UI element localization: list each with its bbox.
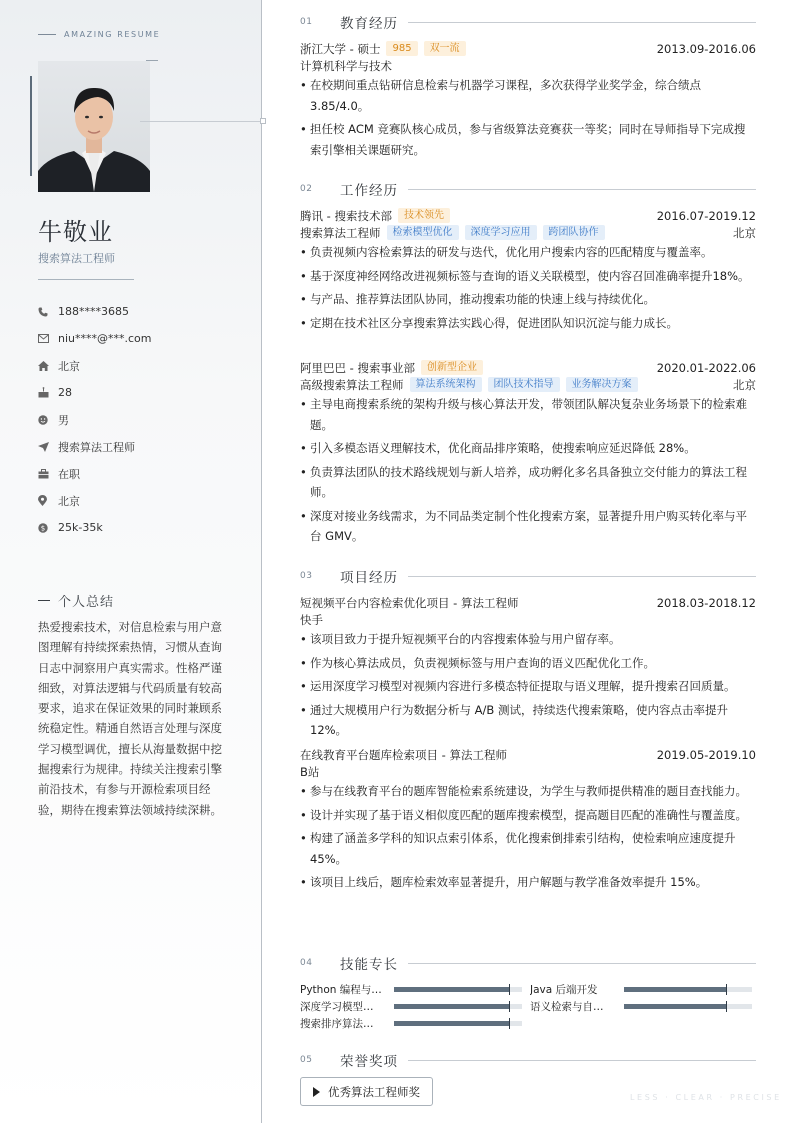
project-name: 短视频平台内容检索优化项目 - 算法工程师 [300, 595, 519, 610]
project-company-row [300, 763, 756, 780]
list-item: • 在校期间重点钻研信息检索与机器学习课程，多次获得学业奖学金，综合绩点3.85/4.0。 [300, 75, 756, 116]
contact-info-list [38, 298, 152, 541]
info-target-role [38, 433, 152, 460]
info-home [38, 352, 152, 379]
summary-text: 热爱搜索技术，对信息检索与用户意图理解有持续探索热情，习惯从查询日志中洞察用户真实需求。性格严谨细致，对算法逻辑与代码质量有较高要求，追求在保证效果的同时兼顾系统稳定性。精通自然语言处理与深度学习模型调优，擅长从海量数据中挖掘搜索行为规律。持续关注搜索引擎前沿技术，有参与开源检索项目经验，期待在搜索算法领域持续深耕。 [38, 620, 222, 817]
section-title: 项目经历 [340, 570, 398, 586]
skill-item [530, 999, 752, 1014]
info-text: 28 [58, 386, 72, 399]
section-title: 教育经历 [340, 16, 398, 32]
position-tag: 深度学习应用 [465, 225, 537, 240]
send-icon [38, 442, 58, 452]
project-entry [300, 594, 756, 744]
section-rule [408, 189, 756, 190]
section-title: 技能专长 [340, 957, 398, 973]
skill-fill [624, 987, 726, 992]
list-item: • 担任校 ACM 竞赛队核心成员，参与省级算法竞赛获一等奖；同时在导师指导下完成搜索引擎相关课题研究。 [300, 119, 756, 160]
school-tag: 双一流 [424, 41, 466, 56]
skill-bar [394, 987, 522, 992]
position-title: 搜索算法工程师 [300, 225, 381, 240]
list-item: • 基于深度神经网络改进视频标签与查询的语义关联模型，使内容召回准确率提升18%。 [300, 266, 756, 287]
work-bullets [300, 394, 756, 547]
location-icon [38, 495, 58, 506]
list-item: • 参与在线教育平台的题库智能检索系统建设，为学生与教师提供精准的题目查找能力。 [300, 781, 756, 802]
skill-marker [509, 984, 510, 995]
svg-text:$: $ [40, 524, 46, 533]
project-header-row [300, 594, 756, 611]
skill-fill [624, 1004, 726, 1009]
work-bullets [300, 242, 756, 333]
project-date: 2018.03-2018.12 [656, 595, 756, 610]
info-text: niu****@***.com [58, 332, 152, 345]
project-bullets [300, 629, 756, 741]
section-number: 04 [300, 958, 313, 968]
position-title: 高级搜索算法工程师 [300, 377, 404, 392]
section-education-header [300, 12, 756, 32]
mail-icon [38, 334, 58, 343]
project-bullets [300, 781, 756, 893]
list-item: • 负责视频内容检索算法的研发与迭代，优化用户搜索内容的匹配精度与覆盖率。 [300, 242, 756, 263]
position-tag: 检索模型优化 [387, 225, 459, 240]
candidate-role: 搜索算法工程师 [38, 252, 115, 265]
sidebar [0, 0, 262, 1123]
work-header-row [300, 359, 756, 376]
info-status [38, 460, 152, 487]
list-item: • 该项目上线后，题库检索效率显著提升，用户解题与教学准备效率提升 15%。 [300, 872, 756, 893]
summary-dash [38, 600, 50, 601]
watermark: LESS · CLEAR · PRECISE [630, 1093, 782, 1102]
position-tag: 团队技术指导 [488, 377, 560, 392]
divider-connector [140, 121, 262, 122]
info-text: 北京 [58, 494, 80, 508]
section-number: 02 [300, 184, 313, 194]
skill-fill [394, 1004, 509, 1009]
phone-icon [38, 307, 58, 317]
skill-label: Python 编程与… [300, 984, 382, 996]
list-item: • 定期在技术社区分享搜索算法实践心得，促进团队知识沉淀与能力成长。 [300, 313, 756, 334]
skill-fill [394, 1021, 509, 1026]
home-icon [38, 361, 58, 371]
list-item: • 运用深度学习模型对视频内容进行多模态特征提取与语义理解，提升搜索召回质量。 [300, 676, 756, 697]
company-name: 腾讯 - 搜索技术部 [300, 208, 392, 223]
skill-item [300, 982, 522, 997]
portrait-image [38, 61, 150, 192]
skill-label: 搜索排序算法… [300, 1018, 374, 1030]
section-skills-header [300, 953, 756, 973]
photo-accent-bar [30, 76, 32, 176]
list-item: • 通过大规模用户行为数据分析与 A/B 测试，持续迭代搜索策略，使内容点击率提升12%。 [300, 700, 756, 741]
skill-marker [509, 1001, 510, 1012]
skill-marker [509, 1018, 510, 1029]
list-item: • 引入多模态语义理解技术，优化商品排序策略，使搜索响应延迟降低 28%。 [300, 438, 756, 459]
candidate-name: 牛敬业 [38, 218, 113, 246]
info-email [38, 325, 152, 352]
brand-line [38, 34, 56, 35]
project-company: 快手 [300, 612, 323, 627]
info-salary [38, 514, 152, 541]
skill-label: Java 后端开发 [530, 984, 598, 996]
work-city: 北京 [733, 225, 756, 240]
project-header-row [300, 746, 756, 763]
company-tag: 技术领先 [398, 208, 450, 223]
list-item: • 主导电商搜索系统的架构升级与核心算法开发，带领团队解决复杂业务场景下的检索难题。 [300, 394, 756, 435]
info-text: 男 [58, 413, 69, 427]
info-text: 25k-35k [58, 521, 103, 534]
work-position-row [300, 376, 756, 393]
work-entry [300, 359, 756, 550]
education-major-row [300, 57, 756, 74]
project-entry [300, 746, 756, 896]
section-number: 05 [300, 1055, 313, 1065]
school-tag: 985 [386, 41, 417, 56]
list-item: • 深度对接业务线需求，为不同品类定制个性化搜索方案，显著提升用户购买转化率与平台 GMV。 [300, 506, 756, 547]
name-divider [38, 279, 134, 280]
position-tag: 算法系统架构 [410, 377, 482, 392]
info-location [38, 487, 152, 514]
skill-label: 深度学习模型… [300, 1001, 374, 1013]
education-bullets [300, 75, 756, 160]
education-entry [300, 40, 756, 163]
list-item: • 与产品、推荐算法团队协同，推动搜索功能的快速上线与持续优化。 [300, 289, 756, 310]
section-awards-header [300, 1050, 756, 1070]
project-date: 2019.05-2019.10 [656, 747, 756, 762]
list-item: • 构建了涵盖多学科的知识点索引体系，优化搜索倒排索引结构，使检索响应速度提升45%。 [300, 828, 756, 869]
info-gender [38, 406, 152, 433]
education-major: 计算机科学与技术 [300, 58, 392, 73]
section-work-header [300, 179, 756, 199]
company-name: 阿里巴巴 - 搜索事业部 [300, 360, 415, 375]
skill-bar [394, 1021, 522, 1026]
face-icon [38, 415, 58, 425]
section-title: 荣誉奖项 [340, 1054, 398, 1070]
education-header-row [300, 40, 756, 57]
section-rule [408, 1060, 756, 1061]
info-text: 北京 [58, 359, 80, 373]
project-company: B站 [300, 764, 320, 779]
position-tag: 跨团队协作 [543, 225, 605, 240]
skill-bar [624, 1004, 752, 1009]
list-item: • 作为核心算法成员，负责视频标签与用户查询的语义匹配优化工作。 [300, 653, 756, 674]
skill-label: 语义检索与自… [530, 1001, 604, 1013]
work-date: 2016.07-2019.12 [656, 208, 756, 223]
section-number: 03 [300, 571, 313, 581]
skill-item [300, 1016, 522, 1031]
skill-item [530, 982, 752, 997]
skill-marker [726, 1001, 727, 1012]
skill-bar [394, 1004, 522, 1009]
section-title: 工作经历 [340, 183, 398, 199]
info-phone [38, 298, 152, 325]
list-item: • 该项目致力于提升短视频平台的内容搜索体验与用户留存率。 [300, 629, 756, 650]
summary-heading [38, 591, 114, 610]
work-entry [300, 207, 756, 336]
work-header-row [300, 207, 756, 224]
brand-text: AMAZING RESUME [64, 30, 161, 39]
skill-fill [394, 987, 509, 992]
work-position-row [300, 224, 756, 241]
school-name: 浙江大学 - 硕士 [300, 41, 381, 56]
info-text: 188****3685 [58, 305, 129, 318]
info-text: 搜索算法工程师 [58, 440, 135, 454]
briefcase-icon [38, 469, 58, 479]
education-date: 2013.09-2016.06 [656, 41, 756, 56]
company-tag: 创新型企业 [421, 360, 483, 375]
section-rule [408, 22, 756, 23]
skill-item [300, 999, 522, 1014]
info-text: 在职 [58, 467, 80, 481]
project-company-row [300, 611, 756, 628]
section-rule [408, 963, 756, 964]
info-age [38, 379, 152, 406]
section-number: 01 [300, 17, 313, 27]
list-item: • 设计并实现了基于语义相似度匹配的题库搜索模型，提高题目匹配的准确性与覆盖度。 [300, 805, 756, 826]
money-icon [38, 523, 58, 533]
section-projects-header [300, 566, 756, 586]
play-icon [313, 1087, 320, 1097]
work-city: 北京 [733, 377, 756, 392]
skill-bar [624, 987, 752, 992]
brand [38, 30, 160, 39]
cake-icon [38, 387, 58, 398]
skill-marker [726, 984, 727, 995]
position-tag: 业务解决方案 [566, 377, 638, 392]
award-label: 优秀算法工程师奖 [328, 1084, 420, 1099]
divider-notch [260, 118, 266, 124]
list-item: • 负责算法团队的技术路线规划与新人培养，成功孵化多名具备独立交付能力的算法工程师。 [300, 462, 756, 503]
work-date: 2020.01-2022.06 [656, 360, 756, 375]
avatar [38, 61, 150, 192]
project-name: 在线教育平台题库检索项目 - 算法工程师 [300, 747, 507, 762]
summary-title-text: 个人总结 [58, 595, 115, 610]
section-rule [408, 576, 756, 577]
award-item-button[interactable] [300, 1077, 433, 1106]
